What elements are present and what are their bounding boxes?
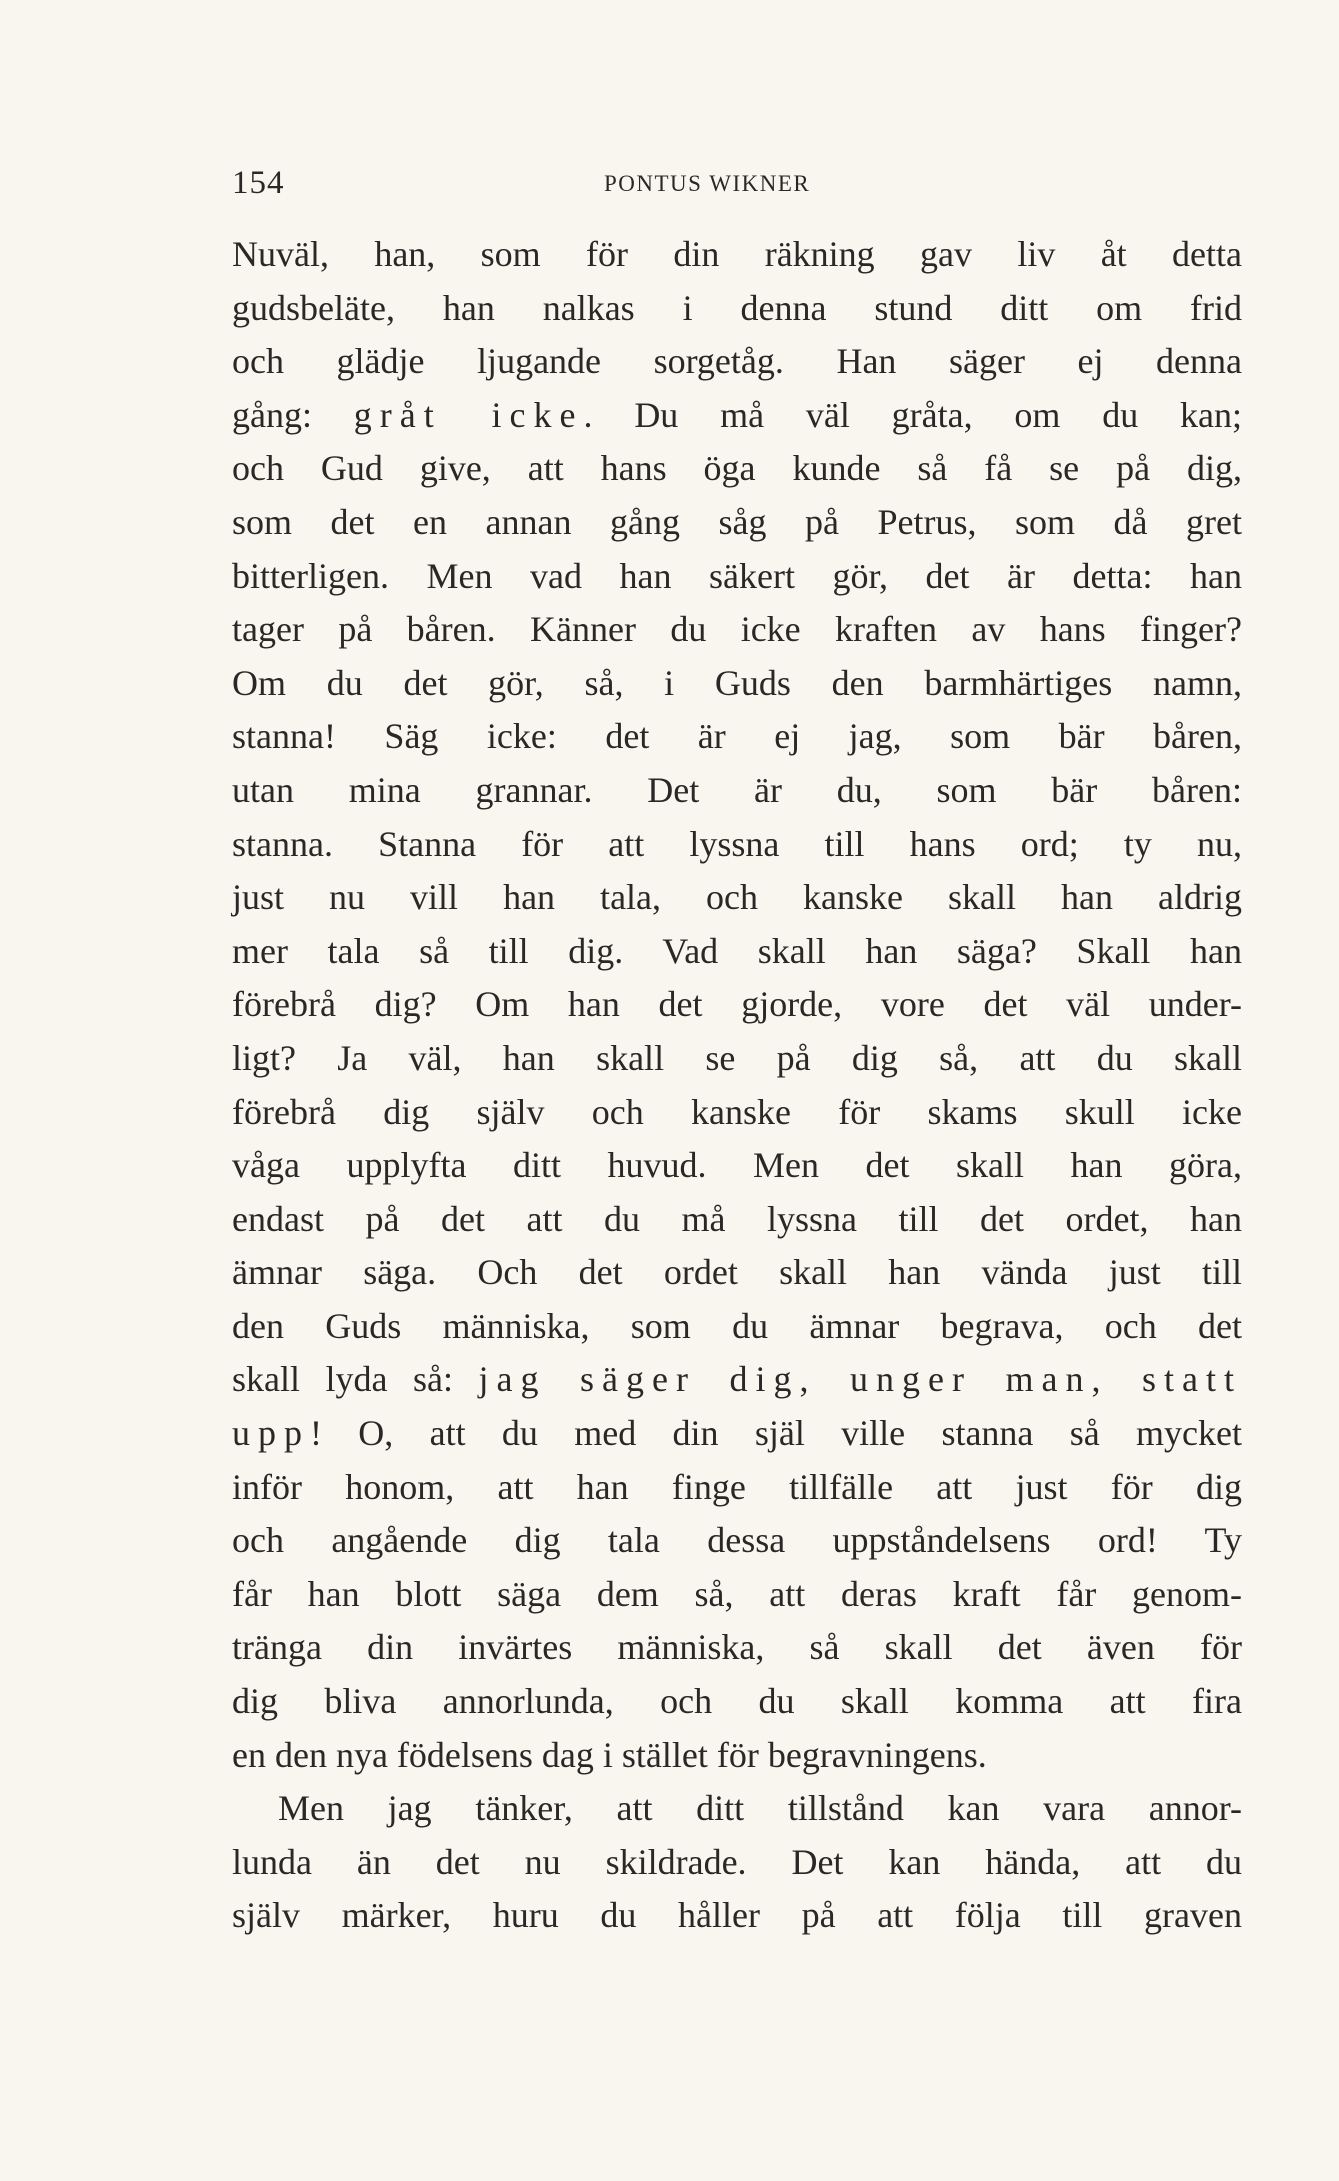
- text-line: inför honom, att han finge tillfälle att just för dig: [232, 1466, 1242, 1507]
- text-line: dig bliva annorlunda, och du skall komma att fira: [232, 1681, 1242, 1722]
- text-line: lunda än det nu skildrade. Det kan hända, att du: [232, 1841, 1242, 1882]
- text-line: stanna! Säg icke: det är ej jag, som bär båren,: [232, 716, 1242, 757]
- text-line: och glädje ljugande sorgetåg. Han säger ej denna: [232, 341, 1242, 382]
- emphasized-text: gråt icke: [353, 394, 584, 435]
- text-line: får han blott säga dem så, att deras kraft får genom-: [232, 1573, 1242, 1614]
- body-text: [232, 228, 1242, 1943]
- text-line: stanna. Stanna för att lyssna till hans ord; ty nu,: [232, 823, 1242, 864]
- text-line: den Guds människa, som du ämnar begrava, och det: [232, 1305, 1242, 1346]
- paragraph-start-line: Men jag tänker, att ditt tillstånd kan vara annor-: [278, 1788, 1242, 1829]
- text-line: förebrå dig själv och kanske för skams skull icke: [232, 1091, 1242, 1132]
- text-run: gång:: [232, 394, 354, 435]
- text-line: ligt? Ja väl, han skall se på dig så, att du skall: [232, 1037, 1242, 1078]
- text-line: våga upplyfta ditt huvud. Men det skall han göra,: [232, 1145, 1242, 1186]
- text-line: förebrå dig? Om han det gjorde, vore det väl under-: [232, 984, 1242, 1025]
- paragraph-end-line: en den nya födelsens dag i stället för begravningens.: [232, 1734, 987, 1775]
- text-line: endast på det att du må lyssna till det ordet, han: [232, 1198, 1242, 1239]
- text-line: som det en annan gång såg på Petrus, som då gret: [232, 501, 1242, 542]
- page-number: 154: [232, 165, 285, 201]
- text-line: mer tala så till dig. Vad skall han säga? Skall han: [232, 930, 1242, 971]
- running-head: PONTUS WIKNER: [604, 171, 811, 196]
- text-line: Om du det gör, så, i Guds den barmhärtiges namn,: [232, 662, 1242, 703]
- emphasized-text: jag säger dig, unger man, statt: [478, 1359, 1242, 1400]
- text-line: tränga din invärtes människa, så skall det även för: [232, 1627, 1242, 1668]
- emphasized-text: upp: [232, 1413, 310, 1454]
- text-line: [232, 1353, 1242, 1407]
- text-line: [232, 389, 1242, 443]
- text-line: och angående dig tala dessa uppståndelsens ord! Ty: [232, 1520, 1242, 1561]
- text-line: Nuväl, han, som för din räkning gav liv åt detta: [232, 234, 1242, 274]
- text-run: skall lyda så:: [232, 1359, 479, 1400]
- text-line: bitterligen. Men vad han säkert gör, det är detta: han: [232, 555, 1242, 596]
- text-line: utan mina grannar. Det är du, som bär båren:: [232, 769, 1242, 810]
- text-line: just nu vill han tala, och kanske skall han aldrig: [232, 877, 1242, 918]
- text-line: och Gud give, att hans öga kunde så få se på dig,: [232, 448, 1242, 489]
- text-line: själv märker, huru du håller på att följa till graven: [232, 1895, 1242, 1936]
- page-header: [232, 163, 1242, 203]
- text-run: ! O, att du med din själ ville stanna så mycket: [310, 1413, 1242, 1454]
- text-line: [232, 1407, 1242, 1461]
- text-line: tager på båren. Känner du icke kraften av hans finger?: [232, 609, 1242, 650]
- text-line: gudsbeläte, han nalkas i denna stund ditt om frid: [232, 287, 1242, 328]
- text-line: ämnar säga. Och det ordet skall han vända just till: [232, 1252, 1242, 1293]
- text-run: . Du må väl gråta, om du kan;: [583, 394, 1242, 435]
